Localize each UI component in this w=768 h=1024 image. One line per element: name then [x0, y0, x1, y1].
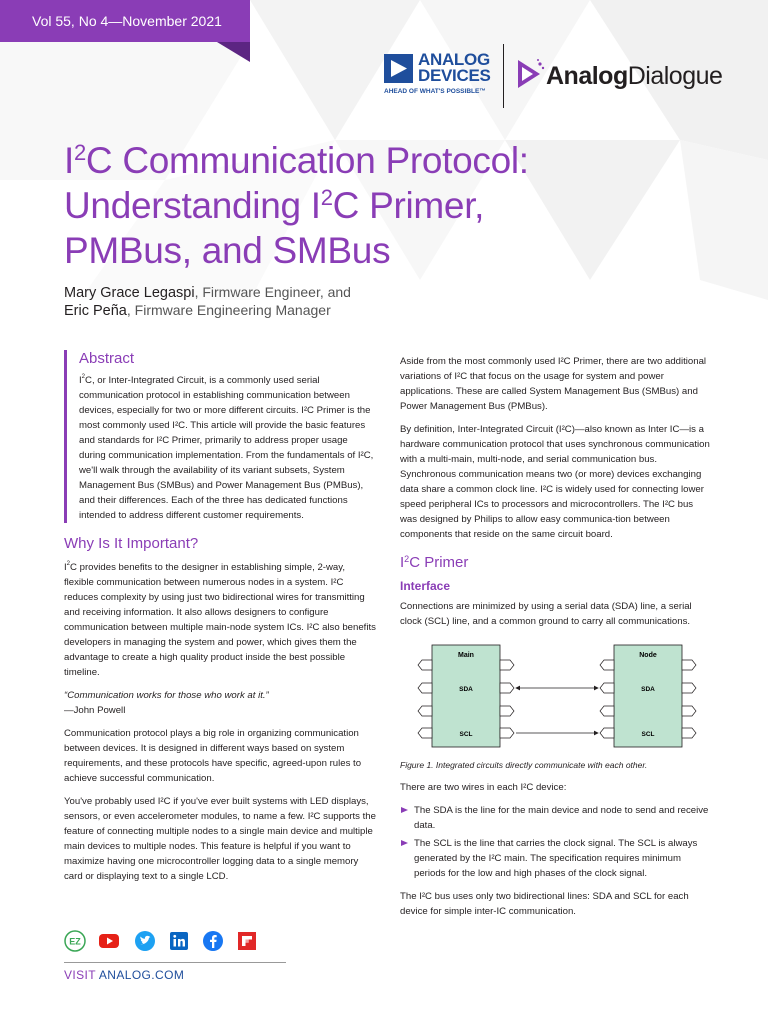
main-chip	[432, 645, 500, 747]
chip-pin	[418, 706, 432, 716]
interface-heading: Interface	[400, 579, 451, 593]
chip-pin	[600, 660, 614, 670]
intro-paragraph-1: Aside from the most commonly used I²C Primer, there are two additional variations of I²C that focus on the usage for system and power applications. These are called System Management Bus (SMBus) and Power Management Bus (PMBus).	[400, 356, 707, 412]
intro-paragraph-2: By definition, Inter-Integrated Circuit (I²C)—also known as Inter IC—is a hardware communication protocol that uses synchronous communication with a multi-main, multi-node, and serial communication bus. Synchronous communication means two (or more) devices exchanging data share a common clock line. I²C is widely used for connecting lower speed peripheral ICs to processors and microcontrollers. The I²C bus was designed by Philips to allow easy communica-tion between components that reside on the same circuit board.	[400, 424, 710, 540]
list-item: The SCL is the line that carries the clock signal. The SCL is always generated by the I²C main. The specification requires minimum periods for the low and high phases of the clock signal.	[400, 836, 712, 881]
chip-pin	[500, 660, 514, 670]
interface-paragraph: Connections are minimized by using a serial data (SDA) line, a serial clock (SCL) line, and a common ground to carry all communications.	[400, 601, 692, 627]
chip-pin	[600, 728, 614, 738]
chip-pin	[418, 728, 432, 738]
issue-tab: Vol 55, No 4—November 2021	[0, 0, 250, 42]
bus-summary-paragraph: The I²C bus uses only two bidirectional lines: SDA and SCL for each device for simple inter-IC communication.	[400, 891, 689, 917]
logo-divider	[503, 44, 504, 108]
issue-tab-fold	[217, 42, 250, 62]
node-label: Node	[639, 652, 657, 659]
why-paragraph-2: Communication protocol plays a big role in organizing communication between devices. It is designed in different ways based on system requirements, and these protocols have specific, agreed-upon rules to achieve successful communication.	[64, 728, 362, 784]
chip-pin	[500, 728, 514, 738]
footer-site-link[interactable]: ANALOG.COM	[98, 968, 185, 982]
abstract-heading: Abstract	[79, 350, 135, 367]
abstract-box	[64, 350, 376, 523]
abstract-text: $I^2C$, or Inter-Integrated Circuit, is a commonly used serial communication protocol in establishing communication between devices, especially for two or more different circuits. I²C Primer is the most commonly used I²C. This article will provide the basic features and standards for I²C Primer, primarily to address proper usage during communication implementation. From the fundamentals of I²C, we'll walk through the availability of its variant subsets, System Management Bus (SMBus) and Power Management Bus (PMBus), and their differences. Each of the three has dedicated functions intended to address different customer requirements.	[79, 374, 374, 521]
wires-list	[400, 803, 712, 881]
chip-pin	[682, 706, 696, 716]
author-role: , Firmware Engineer, and	[194, 284, 351, 300]
list-item: The SDA is the line for the main device and node to send and receive data.	[400, 803, 712, 833]
chip-pin	[418, 683, 432, 693]
node-sda-label: SDA	[641, 686, 655, 693]
chip-pin	[600, 706, 614, 716]
flipboard-icon[interactable]	[236, 930, 258, 952]
node-scl-label: SCL	[641, 731, 655, 738]
author-role: , Firmware Engineering Manager	[126, 302, 331, 318]
analog-dialogue-wordmark: AnalogDialogue	[546, 62, 723, 90]
chip-pin	[500, 683, 514, 693]
ad-logo-line1: ANALOG	[418, 50, 490, 69]
quote: “Communication works for those who work at it.” —John Powell	[64, 690, 269, 716]
chip-pin	[682, 660, 696, 670]
chip-pin	[600, 683, 614, 693]
chip-pin	[418, 660, 432, 670]
footer-visit[interactable]: VISIT ANALOG.COM	[64, 968, 185, 982]
primer-heading: $I^2C$ Primer	[400, 554, 469, 571]
youtube-icon[interactable]	[98, 930, 120, 952]
author-name: Eric Peña	[64, 303, 127, 319]
author-name: Mary Grace Legaspi	[64, 285, 195, 301]
chip-pin	[682, 728, 696, 738]
main-scl-label: SCL	[459, 731, 473, 738]
analog-dialogue-icon	[516, 58, 546, 90]
left-column	[64, 350, 376, 892]
why-heading: Why Is It Important?	[64, 535, 199, 552]
facebook-icon[interactable]	[202, 930, 224, 952]
figure-caption: Figure 1. Integrated circuits directly communicate with each other.	[400, 760, 648, 770]
svg-text:EZ: EZ	[69, 936, 81, 947]
linkedin-icon[interactable]	[168, 930, 190, 952]
chip-pin	[682, 683, 696, 693]
analog-devices-logo[interactable]	[384, 48, 504, 102]
ad-tagline: AHEAD OF WHAT'S POSSIBLE™	[384, 88, 486, 95]
ez-icon[interactable]	[64, 930, 86, 952]
twitter-icon[interactable]	[134, 930, 156, 952]
why-paragraph-3: You've probably used I²C if you've ever built systems with LED displays, sensors, or even accelerometer modules, to name a few. I²C supports the feature of connecting multiple nodes to a single main device and multiple main devices to multiple nodes. This feature is helpful if you want to maximize having one microcontroller logging data to a single memory card or displaying text to a single LCD.	[64, 796, 376, 882]
chip-pin	[500, 706, 514, 716]
node-chip	[614, 645, 682, 747]
wires-intro: There are two wires in each I²C device:	[400, 782, 567, 793]
right-column	[400, 354, 712, 927]
article-title: $I^2C$ Communication Protocol: Understanding $I^2C$ Primer, PMBus, and SMBus	[64, 140, 529, 271]
footer-divider	[64, 962, 286, 963]
figure-1-diagram	[400, 643, 712, 749]
why-paragraph-1: $I^2C$ provides benefits to the designer in establishing simple, 2-way, flexible communication between numerous nodes in a system. I²C reduces complexity by using just two bidirectional wires for transmitting and receiving information. It also allows designers to configure communication between multiple main-node system ICs. I²C also benefits developers in managing the system and power, which gives them the advantage to create a high quality product inside the best possible timeline.	[64, 561, 376, 678]
ad-logo-line2: DEVICES	[418, 66, 491, 85]
analog-devices-triangle-icon	[384, 54, 413, 83]
author-list	[64, 284, 351, 320]
analog-devices-wordmark	[418, 52, 491, 84]
main-sda-label: SDA	[459, 686, 473, 693]
main-label: Main	[458, 652, 474, 659]
